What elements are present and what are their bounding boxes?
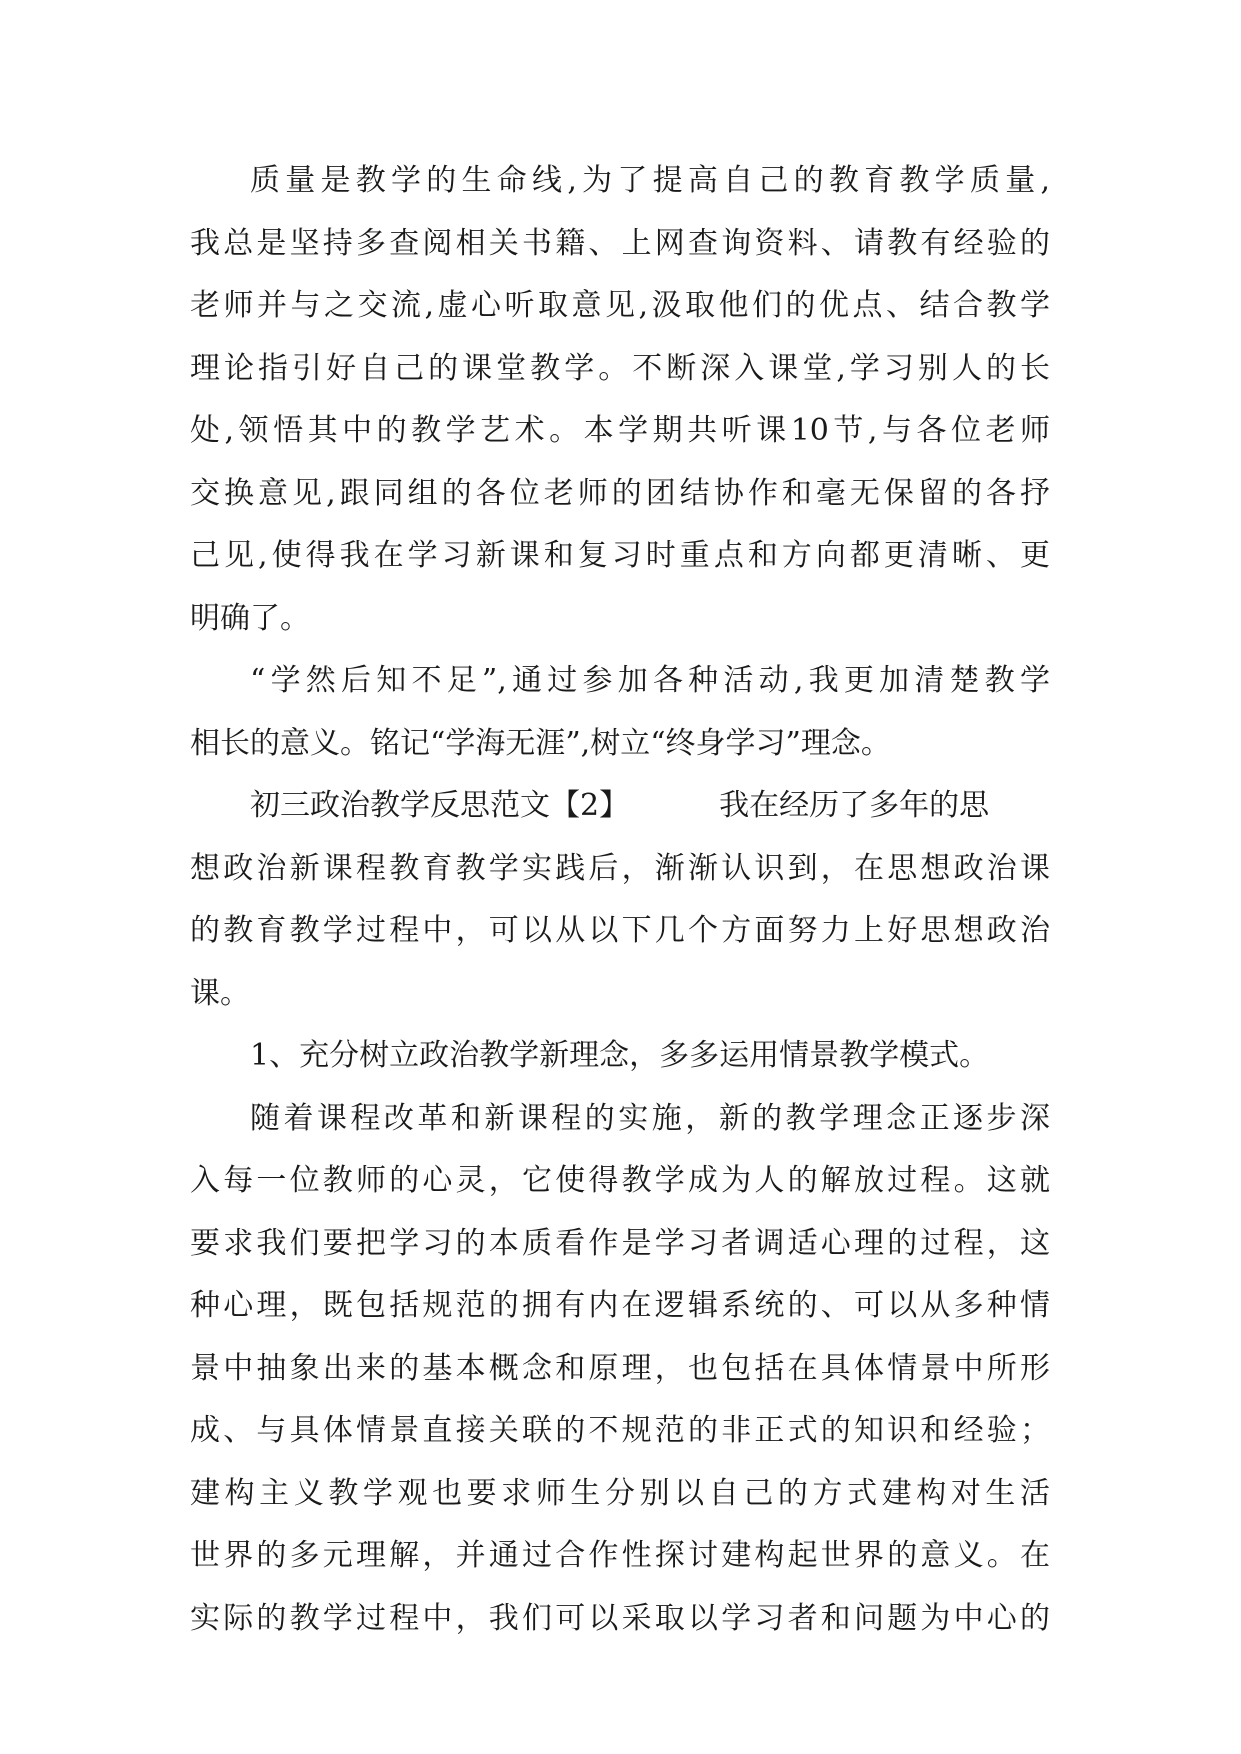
paragraph-line: 入每一位教师的心灵，它使得教学成为人的解放过程。这就 xyxy=(190,1163,1050,1198)
paragraph-line: 种心理，既包括规范的拥有内在逻辑系统的、可以从多种情 xyxy=(190,1288,1050,1323)
paragraph-line: 随着课程改革和新课程的实施，新的教学理念正逐步深 xyxy=(250,1100,1050,1136)
paragraph-line: 要求我们要把学习的本质看作是学习者调适心理的过程，这 xyxy=(190,1225,1050,1261)
paragraph-line: 建构主义教学观也要求师生分别以自己的方式建构对生活 xyxy=(190,1475,1050,1511)
paragraph-line: 想政治新课程教育教学实践后，渐渐认识到，在思想政治课 xyxy=(190,850,1050,886)
paragraph-line: 明确了。 xyxy=(190,600,310,636)
paragraph-line: 质量是教学的生命线,为了提高自己的教育教学质量, xyxy=(250,163,1050,198)
paragraph-line: 老师并与之交流,虚心听取意见,汲取他们的优点、结合教学 xyxy=(190,288,1050,323)
paragraph-line: 实际的教学过程中，我们可以采取以学习者和问题为中心的 xyxy=(190,1600,1050,1636)
paragraph-line: 我总是坚持多查阅相关书籍、上网查询资料、请教有经验的 xyxy=(190,225,1050,261)
paragraph-line: 相长的意义。铭记“学海无涯”,树立“终身学习”理念。 xyxy=(190,725,891,761)
paragraph-line: 己见,使得我在学习新课和复习时重点和方向都更清晰、更 xyxy=(190,538,1050,573)
list-item-line: 1、充分树立政治教学新理念，多多运用情景教学模式。 xyxy=(250,1038,990,1073)
section-heading-line xyxy=(190,775,1050,838)
paragraph-line: “学然后知不足”,通过参加各种活动,我更加清楚教学 xyxy=(250,663,1050,698)
paragraph-line: 景中抽象出来的基本概念和原理，也包括在具体情景中所形 xyxy=(190,1350,1050,1386)
section-heading: 初三政治教学反思范文【2】 xyxy=(250,788,630,823)
paragraph-line: 世界的多元理解，并通过合作性探讨建构起世界的意义。在 xyxy=(190,1538,1050,1573)
paragraph-line: 理论指引好自己的课堂教学。不断深入课堂,学习别人的长 xyxy=(190,350,1050,386)
paragraph-line: 的教育教学过程中，可以从以下几个方面努力上好思想政治 xyxy=(190,913,1050,948)
paragraph-line: 课。 xyxy=(190,975,250,1011)
paragraph-line: 处,领悟其中的教学艺术。本学期共听课10节,与各位老师 xyxy=(190,413,1050,448)
body-text xyxy=(190,150,1050,1650)
paragraph-line: 交换意见,跟同组的各位老师的团结协作和毫无保留的各抒 xyxy=(190,475,1050,511)
paragraph-text: 我在经历了多年的思 xyxy=(719,788,990,823)
paragraph-line: 成、与具体情景直接关联的不规范的非正式的知识和经验； xyxy=(190,1413,1050,1448)
